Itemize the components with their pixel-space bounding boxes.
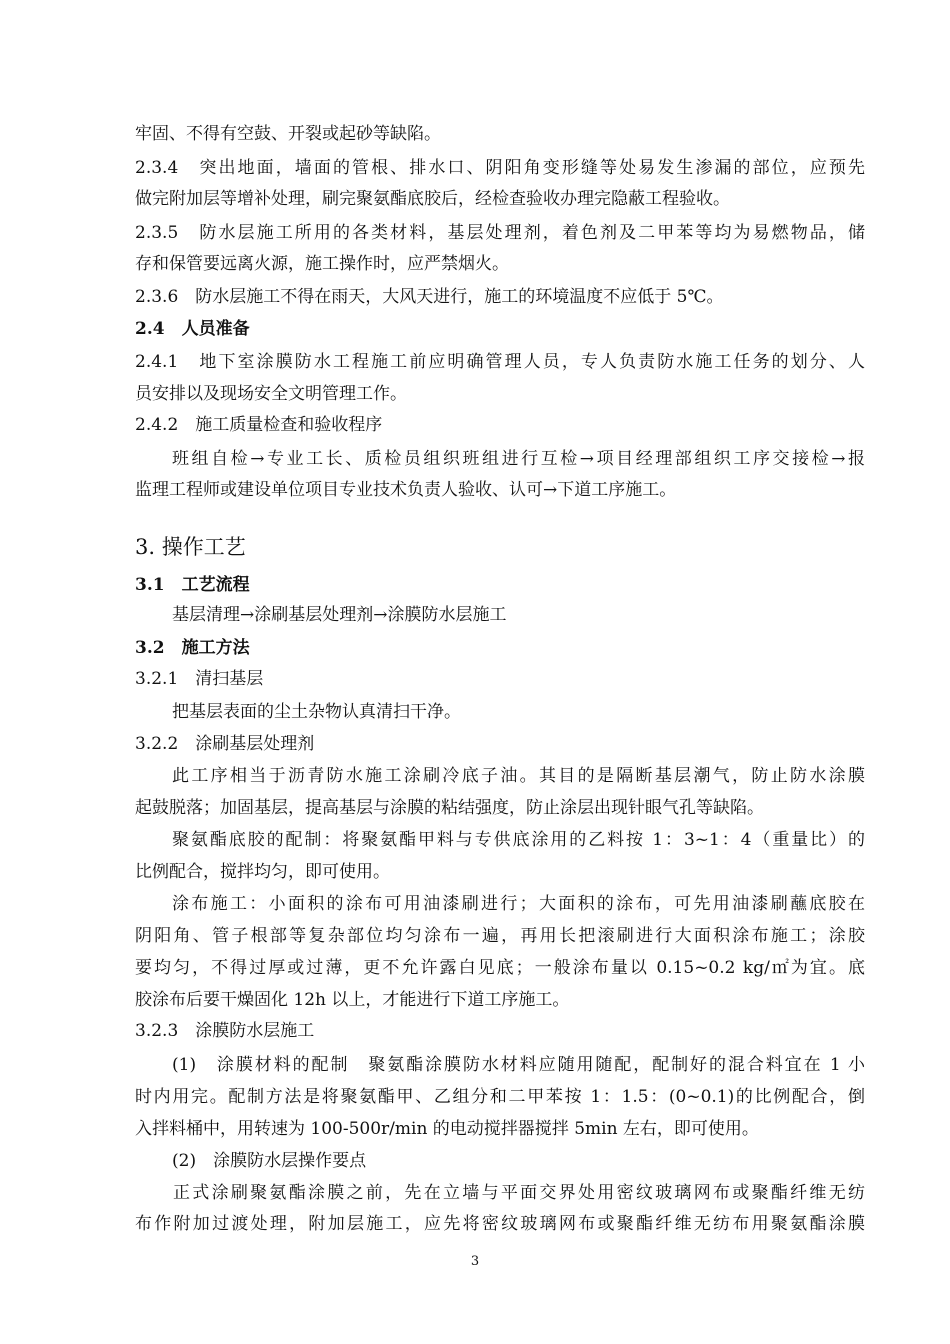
procedure-text-line: 班组自检→专业工长、质检员组织班组进行互检→项目经理部组织工序交接检→报 <box>172 449 865 469</box>
body-text-line: 布作附加过渡处理，附加层施工，应先将密纹玻璃网布或聚酯纤维无纺布用聚氨酯涂膜 <box>135 1214 865 1234</box>
body-text-line: 阴阳角、管子根部等复杂部位均匀涂布一遍，再用长把滚刷进行大面积涂布施工；涂胶 <box>135 926 865 946</box>
chapter-heading-3: 3. 操作工艺 <box>135 535 246 559</box>
clause-3-2-3: 3.2.3 涂膜防水层施工 <box>135 1021 315 1041</box>
page-number: 3 <box>470 1254 480 1269</box>
clause-3-2-2: 3.2.2 涂刷基层处理剂 <box>135 734 315 754</box>
body-text-line: 存和保管要远离火源，施工操作时，应严禁烟火。 <box>135 254 509 274</box>
body-text-line: 把基层表面的尘土杂物认真清扫干净。 <box>172 702 461 722</box>
body-text-line: 正式涂刷聚氨酯涂膜之前，先在立墙与平面交界处用密纹玻璃网布或聚酯纤维无纺 <box>173 1183 865 1203</box>
body-text-line: 涂布施工：小面积的涂布可用油漆刷进行；大面积的涂布，可先用油漆刷蘸底胶在 <box>172 894 865 914</box>
clause-3-2-1: 3.2.1 清扫基层 <box>135 669 264 689</box>
clause-2-4-2: 2.4.2 施工质量检查和验收程序 <box>135 415 383 435</box>
section-heading-2-4: 2.4 人员准备 <box>135 319 250 339</box>
section-heading-3-2: 3.2 施工方法 <box>135 638 250 658</box>
item-2-heading: (2) 涂膜防水层操作要点 <box>172 1151 367 1171</box>
process-flow-text: 基层清理→涂刷基层处理剂→涂膜防水层施工 <box>172 605 507 625</box>
section-heading-3-1: 3.1 工艺流程 <box>135 575 250 595</box>
body-text-line: 要均匀，不得过厚或过薄，更不允许露白见底；一般涂布量以 0.15~0.2 kg/㎡为宜。底 <box>135 958 865 978</box>
body-text-line: 入拌料桶中，用转速为 100-500r/min 的电动搅拌器搅拌 5min 左右，即可使用。 <box>135 1119 759 1139</box>
body-text-line: 聚氨酯底胶的配制：将聚氨酯甲料与专供底涂用的乙料按 1：3~1：4（重量比）的 <box>172 830 865 850</box>
clause-2-3-6: 2.3.6 防水层施工不得在雨天，大风天进行，施工的环境温度不应低于 5℃。 <box>135 287 724 307</box>
body-text-line: 牢固、不得有空鼓、开裂或起砂等缺陷。 <box>135 124 441 144</box>
clause-2-4-1: 2.4.1 地下室涂膜防水工程施工前应明确管理人员，专人负责防水施工任务的划分、人 <box>135 352 865 372</box>
procedure-text-line: 监理工程师或建设单位项目专业技术负责人验收、认可→下道工序施工。 <box>135 480 677 500</box>
body-text-line: 起鼓脱落；加固基层，提高基层与涂膜的粘结强度，防止涂层出现针眼气孔等缺陷。 <box>135 798 764 818</box>
body-text-line: 比例配合，搅拌均匀，即可使用。 <box>135 862 390 882</box>
body-text-line: 做完附加层等增补处理，刷完聚氨酯底胶后，经检查验收办理完隐蔽工程验收。 <box>135 189 730 209</box>
item-1-text: (1) 涂膜材料的配制 聚氨酯涂膜防水材料应随用随配，配制好的混合料宜在 1 小 <box>172 1055 865 1075</box>
body-text-line: 员安排以及现场安全文明管理工作。 <box>135 384 407 404</box>
body-text-line: 胶涂布后要干燥固化 12h 以上，才能进行下道工序施工。 <box>135 990 570 1010</box>
clause-2-3-4: 2.3.4 突出地面，墙面的管根、排水口、阴阳角变形缝等处易发生渗漏的部位，应预先 <box>135 158 865 178</box>
body-text-line: 此工序相当于沥青防水施工涂刷冷底子油。其目的是隔断基层潮气，防止防水涂膜 <box>172 766 865 786</box>
clause-2-3-5: 2.3.5 防水层施工所用的各类材料，基层处理剂，着色剂及二甲苯等均为易燃物品，储 <box>135 223 865 243</box>
body-text-line: 时内用完。配制方法是将聚氨酯甲、乙组分和二甲苯按 1：1.5：(0~0.1)的比例配合，倒 <box>135 1087 865 1107</box>
